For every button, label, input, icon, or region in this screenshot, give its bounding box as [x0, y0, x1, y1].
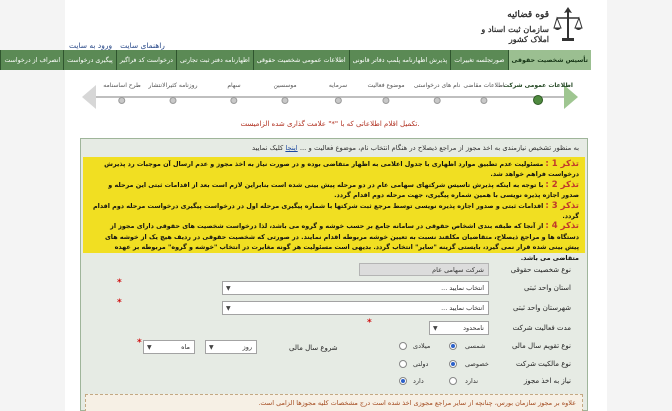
step-label: موضوع فعالیت: [367, 82, 405, 89]
fiscal-month-value: ماه: [181, 343, 190, 351]
calendar-gregorian-label: میلادی: [413, 342, 431, 350]
ownership-label: نوع مالکیت شرکت: [516, 360, 571, 368]
tab-cancel-request[interactable]: انصراف از درخواست: [0, 50, 63, 70]
step-label: روزنامه کثیرالانتشار: [148, 82, 198, 89]
step-dot: [480, 97, 487, 104]
step-capital[interactable]: [329, 82, 347, 104]
fiscal-day-value: روز: [242, 343, 252, 351]
tab-change-minutes[interactable]: صورتجلسه تغییرات: [450, 50, 507, 70]
step-statute[interactable]: [103, 82, 141, 104]
intro-text-after: کلیک نمایید: [252, 144, 284, 152]
step-requested-names[interactable]: [414, 82, 461, 104]
form-panel: [80, 138, 588, 411]
warning-1: [89, 159, 579, 180]
step-wizard: [80, 82, 580, 112]
chevron-down-icon: ▼: [226, 285, 231, 292]
step-activity[interactable]: [367, 82, 404, 104]
warning-key: تذکر 2 :: [545, 179, 579, 190]
tab-entity-info[interactable]: اطلاعات عمومی شخصیت حقوقی: [253, 50, 349, 70]
right-margin: [607, 0, 672, 411]
step-label: اطلاعات عمومی شرکت: [503, 82, 573, 89]
step-dot: [170, 97, 177, 104]
duration-value: نامحدود: [463, 324, 484, 332]
ownership-state-radio[interactable]: [399, 360, 407, 368]
permit-yes-radio[interactable]: [399, 377, 407, 385]
required-star: *: [137, 338, 142, 348]
step-general-info[interactable]: [503, 82, 573, 105]
top-links: [69, 41, 165, 50]
warning-key: تذکر 1 :: [545, 159, 579, 169]
ownership-private-radio[interactable]: [449, 360, 457, 368]
step-applicant-info[interactable]: [463, 82, 504, 104]
step-label: موسسین: [273, 82, 297, 89]
step-dot: [281, 97, 288, 104]
required-star: *: [117, 278, 122, 288]
step-dot: [335, 97, 342, 104]
duration-select[interactable]: [429, 321, 489, 335]
fiscal-start-label: شروع سال مالی: [289, 344, 338, 352]
step-label: سرمایه: [328, 82, 348, 89]
fiscal-month-select[interactable]: [143, 340, 195, 354]
warning-3: [89, 201, 579, 222]
step-dot: [433, 97, 440, 104]
warning-2: [89, 180, 579, 201]
duration-label: مدت فعالیت شرکت: [512, 324, 571, 332]
city-select[interactable]: [222, 301, 489, 315]
step-label: سهام: [227, 82, 241, 89]
permit-yes-label: دارد: [413, 377, 424, 385]
step-label: نام های درخواستی: [413, 82, 461, 89]
permit-label: نیاز به اخذ مجوز: [523, 377, 571, 385]
warning-4: [89, 221, 579, 263]
step-founders[interactable]: [273, 82, 296, 104]
calendar-solar-label: شمسی: [465, 342, 486, 350]
intro-text: [89, 144, 579, 152]
help-link[interactable]: راهنمای سایت: [120, 41, 165, 50]
warning-text: اقدامات ثبتی و صدور اجازه پذیره نویسی توسط مرجع ثبت شرکتها با شماره پیگیری مرحله اول در درخواست پیگیری درخواست مرحله دوم اقدام گردد.: [92, 201, 579, 221]
chevron-down-icon: ▼: [147, 344, 152, 351]
step-label: طرح اساسنامه: [103, 82, 141, 89]
permit-no-radio[interactable]: [449, 377, 457, 385]
emblem-icon: [553, 4, 583, 46]
tab-establish-entity[interactable]: تأسیس شخصیت حقوقی: [508, 50, 591, 70]
step-newspaper[interactable]: [149, 82, 198, 104]
warning-key: تذکر 3 :: [545, 200, 579, 211]
tab-track-request[interactable]: پیگیری درخواست: [63, 50, 116, 70]
permit-no-label: ندارد: [465, 377, 479, 385]
chevron-down-icon: ▼: [209, 344, 214, 351]
warning-text: با توجه به اینکه پذیرش تاسیس شرکتهای سهامی عام در دو مرحله پیش بینی شده است بنابراین لازم است بعد از اقدامات ثبتی این مرحله و صدور اجازه پذیره نویسی با همین شماره پیگیری، جهت مرحله دوم اقدام گردد.: [108, 180, 579, 200]
org-line-2: سازمان ثبت اسناد و املاک کشور: [481, 24, 549, 44]
org-line-1: قوه قضائیه: [507, 10, 549, 20]
warning-text: مسئولیت عدم تطبیق موارد اظهاری با جدول اعلامی به اظهار متقاضی بوده و در صورت نیاز به اخذ مجوز و عدم ارسال آن موجبات رد پذیرش درخواست فراهم خواهد شد.: [104, 160, 579, 179]
prev-arrow-icon[interactable]: [82, 85, 96, 109]
warning-key: تذکر 4 :: [545, 221, 579, 232]
calendar-gregorian-radio[interactable]: [399, 342, 407, 350]
required-star: *: [117, 298, 122, 308]
permit-note: علاوه بر مجوز سازمان بورس، چنانچه از سایر مراجع مجوزی اخذ شده است درج مشخصات کلیه مجوزها الزامی است.: [85, 394, 583, 411]
province-select[interactable]: [222, 281, 489, 295]
calendar-solar-radio[interactable]: [449, 342, 457, 350]
warning-text: از آنجا که طبقه بندی اشخاص حقوقی در سامانه جامع بر حسب خوشه و گروه می باشد، لذا درخواست شخصیت های حقوقی دارای مجوز از دستگاه ها و مراجع ذیصلاح، متقاضیان مکلفند نسبت به تعیین خوشه مربوطه اقدام نمایند. در صورتی که شخصیت حقوقی در ردیف هیچ یک از خوشه های پیش بینی شده قرار نمی گیرد، بایستی گزینه "سایر" انتخاب گردد. بدیهی است مسئولیت هر گونه مغایرت در انتخاب "خوشه و گروه" مربوطه بر عهده متقاضی می باشد.: [104, 222, 579, 262]
province-label: استان واحد ثبتی: [524, 284, 571, 292]
chevron-down-icon: ▼: [226, 305, 231, 312]
city-label: شهرستان واحد ثبتی: [513, 304, 571, 312]
tab-global-code[interactable]: درخواست کد فراگیر: [116, 50, 176, 70]
required-fields-notice: تکمیل اقلام اطلاعاتی که با "*" علامت گذاری شده الزامیست.: [240, 120, 420, 128]
city-value: انتخاب نمایید ...: [441, 304, 484, 312]
site-header: [65, 0, 591, 50]
calendar-label: نوع تقویم سال مالی: [511, 342, 571, 350]
login-link[interactable]: ورود به سایت: [69, 41, 113, 50]
step-label: اطلاعات مقاضی: [463, 82, 505, 89]
step-shares[interactable]: [227, 82, 240, 104]
main-nav: [4, 50, 591, 70]
intro-link[interactable]: اینجا: [285, 144, 298, 152]
step-dot: [383, 97, 390, 104]
required-star: *: [367, 318, 372, 328]
entity-type-label: نوع شخصیت حقوقی: [510, 266, 571, 274]
ownership-private-label: خصوصی: [465, 360, 489, 368]
tab-trade-register[interactable]: اظهارنامه دفتر ثبت تجارتی: [176, 50, 253, 70]
step-dot: [231, 97, 238, 104]
ownership-state-label: دولتی: [413, 360, 429, 368]
fiscal-day-select[interactable]: [205, 340, 257, 354]
org-name: [473, 10, 549, 44]
tab-ledger-sealing[interactable]: پذیرش اظهارنامه پلمپ دفاتر قانونی: [349, 50, 451, 70]
warning-box: [83, 157, 585, 262]
entity-type-field: شرکت سهامی عام: [359, 263, 489, 276]
province-value: انتخاب نمایید ...: [441, 284, 484, 292]
intro-text-before: به منظور تشخیص نیازمندی به اخذ مجوز از مراجع ذیصلاح در هنگام انتخاب نام، موضوع فعالیت و ...: [299, 144, 579, 152]
step-dot: [533, 95, 543, 105]
step-dot: [119, 97, 126, 104]
chevron-down-icon: ▼: [433, 325, 438, 332]
site-logo[interactable]: [473, 4, 583, 46]
